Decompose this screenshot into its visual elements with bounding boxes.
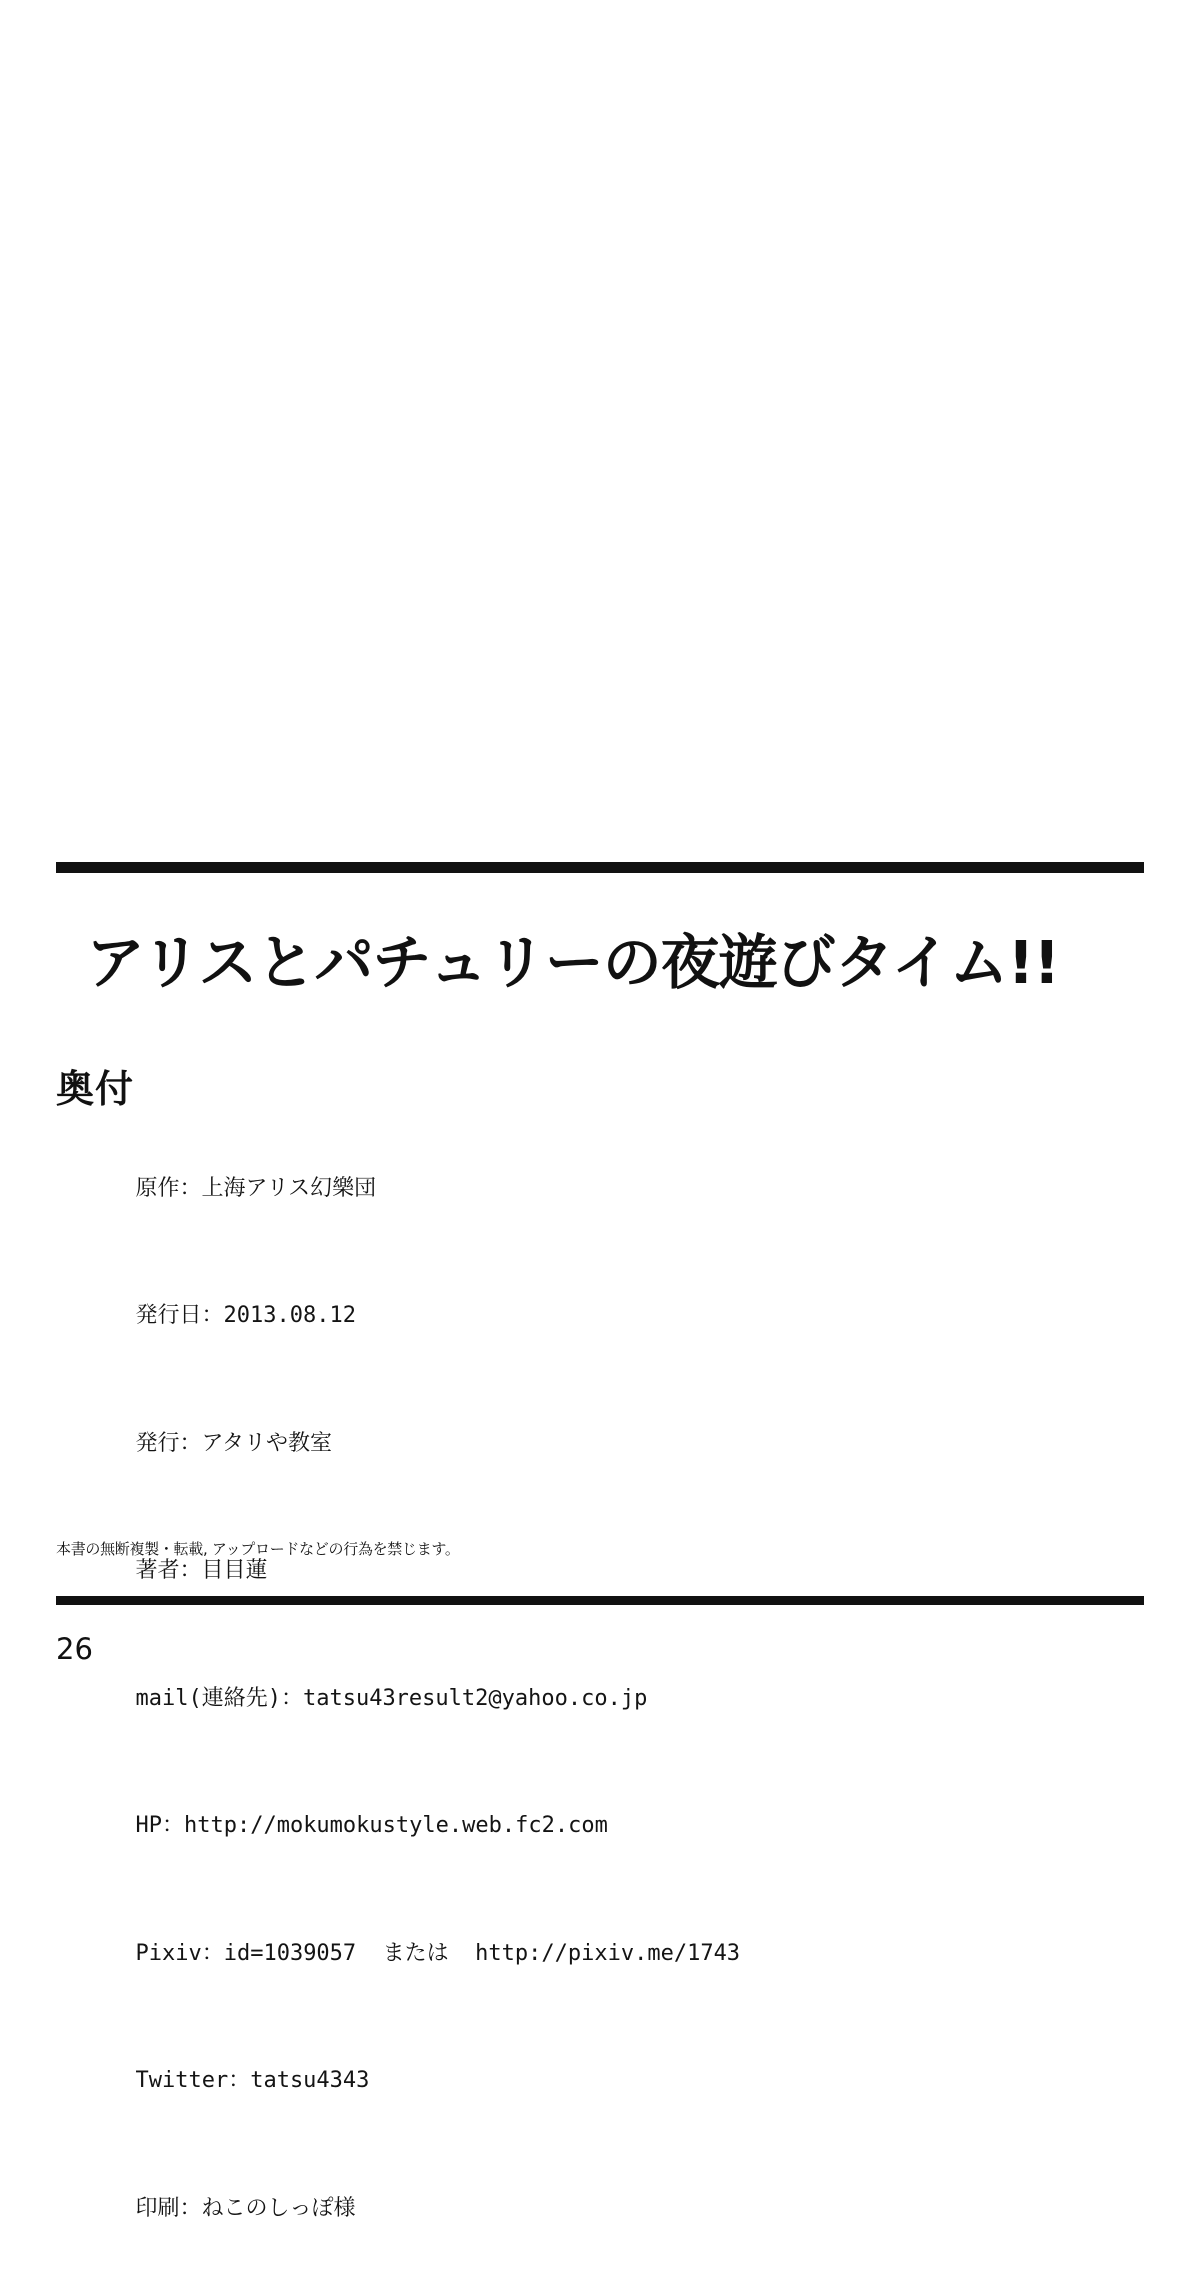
list-item (56, 1125, 1116, 1253)
info-label: mail(連絡先)： (135, 1685, 303, 1711)
info-value: アタリや教室 (201, 1430, 332, 1456)
list-item (56, 1508, 1116, 1636)
info-value: id=1039057 または http://pixiv.me/1743 (223, 1940, 741, 1966)
bottom-divider-rule (56, 1596, 1144, 1605)
info-value: ねこのしっぽ様 (201, 2195, 356, 2221)
page-title: アリスとパチュリーの夜遊びタイム!! (86, 928, 1060, 997)
info-value: http://mokumokustyle.web.fc2.com (183, 1813, 608, 1838)
info-label: 著者： (135, 1558, 202, 1583)
list-item (56, 1763, 1116, 1891)
colophon-list (56, 1125, 1116, 2273)
info-label: Twitter： (135, 2068, 251, 2093)
info-label: Pixiv： (135, 1940, 224, 1966)
info-label: HP： (135, 1813, 184, 1838)
blank-upper-area (0, 0, 1200, 855)
page-number: 26 (56, 1632, 93, 1666)
info-value: 上海アリス幻樂団 (201, 1175, 377, 1201)
copyright-notice: 本書の無断複製・転載, アップロードなどの行為を禁じます。 (56, 1540, 460, 1558)
section-heading-colophon: 奥付 (56, 1067, 135, 1111)
list-item (56, 1635, 1116, 1763)
info-value: 目目蓮 (201, 1558, 268, 1583)
info-label: 発行： (135, 1430, 202, 1456)
info-value: tatsu43result2@yahoo.co.jp (302, 1685, 648, 1711)
info-label: 原作： (135, 1175, 202, 1201)
list-item (56, 2018, 1116, 2146)
list-item (56, 1253, 1116, 1381)
top-divider-rule (56, 862, 1144, 873)
info-value: tatsu4343 (250, 2068, 370, 2093)
list-item (56, 1890, 1116, 2018)
list-item (56, 1380, 1116, 1508)
info-label: 発行日： (135, 1303, 224, 1328)
info-value: 2013.08.12 (223, 1303, 356, 1328)
list-item (56, 2145, 1116, 2273)
info-label: 印刷： (135, 2195, 202, 2221)
